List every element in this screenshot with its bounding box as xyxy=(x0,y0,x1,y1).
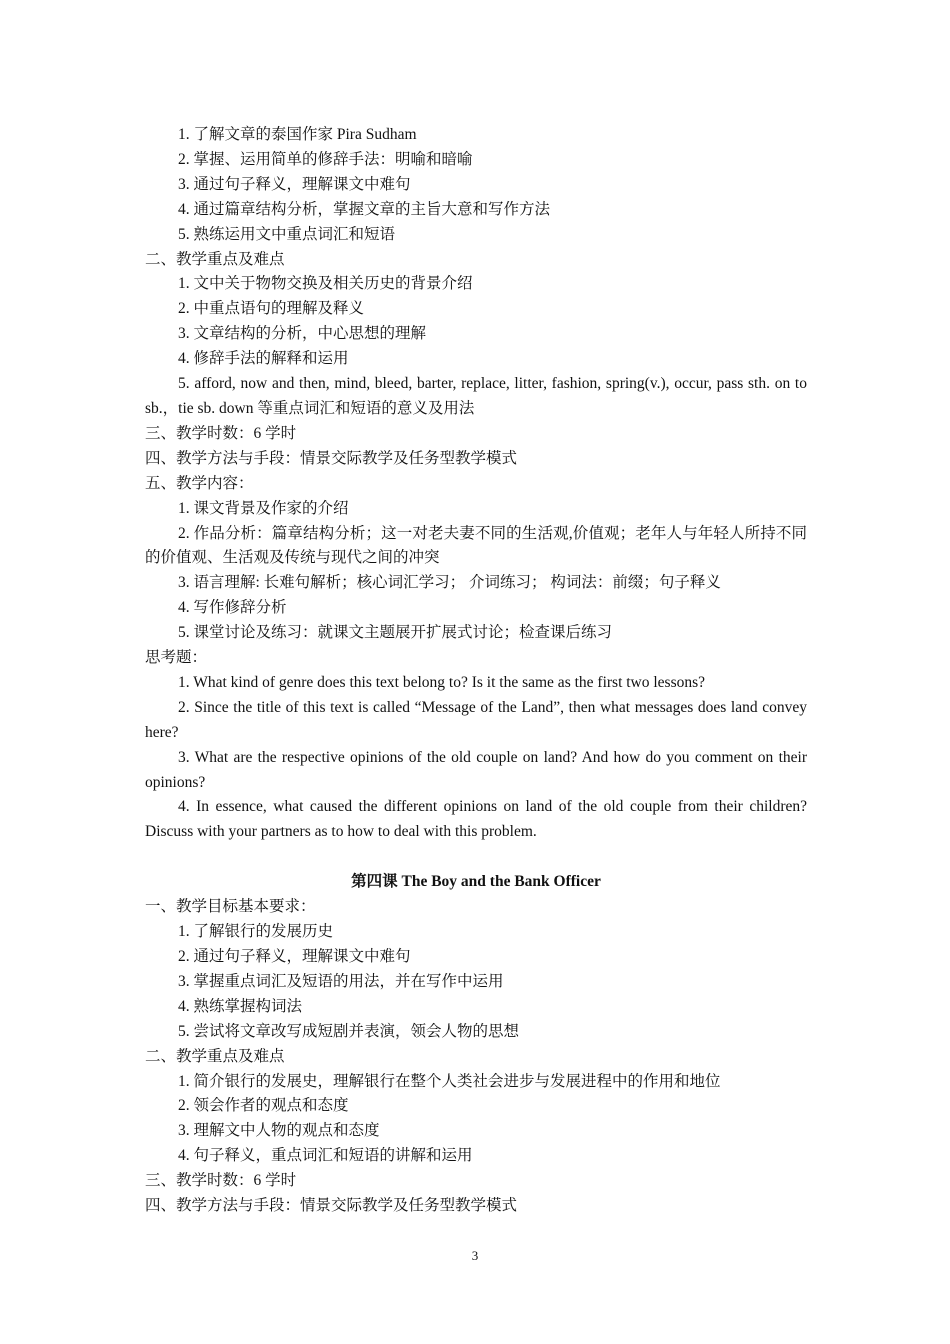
list-item: 4. 修辞手法的解释和运用 xyxy=(178,350,349,368)
lesson4-title: 第四课 The Boy and the Bank Officer xyxy=(351,873,601,891)
list-item: 5. 熟练运用文中重点词汇和短语 xyxy=(178,225,396,243)
list-item: 1. 了解银行的发展历史 xyxy=(178,923,334,941)
list-item: 4. 熟练掌握构词法 xyxy=(178,997,303,1015)
section-heading-methods: 四、教学方法与手段：情景交际教学及任务型教学模式 xyxy=(145,449,518,467)
section-heading-key-points: 二、教学重点及难点 xyxy=(145,250,285,268)
list-item: 3. What are the respective opinions of the old couple on land? And how do you comment on their opinions? xyxy=(145,748,807,791)
list-item: 3. 通过句子释义，理解课文中难句 xyxy=(178,175,411,193)
list-item: 2. 领会作者的观点和态度 xyxy=(178,1097,349,1115)
section-heading-content: 五、教学内容： xyxy=(145,474,254,492)
list-item: 4. In essence, what caused the different opinions on land of the old couple from their children? Discuss with your partners as to how to deal with this problem. xyxy=(145,798,807,841)
list-item: 2. 通过句子释义，理解课文中难句 xyxy=(178,948,411,965)
list-item: 1. 课文背景及作家的介绍 xyxy=(178,499,349,517)
section-heading-methods: 四、教学方法与手段：情景交际教学及任务型教学模式 xyxy=(145,1197,518,1215)
list-item: 1. What kind of genre does this text belong to? Is it the same as the first two lessons? xyxy=(178,673,706,691)
lesson3-content-list xyxy=(145,497,807,646)
section-heading-objectives: 一、教学目标基本要求： xyxy=(145,898,316,916)
section-heading-key-points: 二、教学重点及难点 xyxy=(145,1047,285,1065)
list-item: 5. afford, now and then, mind, bleed, barter, replace, litter, fashion, spring(v.), occur, pass sth. on to sb.，tie sb. down 等重点词汇和短语的意义及用法 xyxy=(145,375,807,417)
lesson3-objectives-list xyxy=(145,123,807,248)
list-item: 1. 简介银行的发展史，理解银行在整个人类社会进步与发展进程中的作用和地位 xyxy=(178,1072,721,1090)
lesson4-key-points-list xyxy=(145,1070,807,1170)
blank-line xyxy=(145,845,807,870)
section-heading-hours: 三、教学时数：6 学时 xyxy=(145,1172,297,1190)
list-item: 3. 文章结构的分析，中心思想的理解 xyxy=(178,325,427,343)
list-item: 5. 课堂讨论及练习：就课文主题展开扩展式讨论；检查课后练习 xyxy=(178,624,613,642)
list-item: 1. 文中关于物物交换及相关历史的背景介绍 xyxy=(178,275,473,293)
list-item: 2. 作品分析：篇章结构分析；这一对老夫妻不同的生活观,价值观；老年人与年轻人所持不同的价值观、生活观及传统与现代之间的冲突 xyxy=(145,524,807,567)
list-item: 4. 通过篇章结构分析，掌握文章的主旨大意和写作方法 xyxy=(178,200,551,218)
list-item: 3. 掌握重点词汇及短语的用法，并在写作中运用 xyxy=(178,972,504,990)
section-heading-questions: 思考题： xyxy=(145,649,208,667)
list-item: 2. Since the title of this text is called “Message of the Land”, then what messages does land convey here? xyxy=(145,698,807,741)
list-item: 3. 理解文中人物的观点和态度 xyxy=(178,1122,380,1140)
list-item: 4. 句子释义，重点词汇和短语的讲解和运用 xyxy=(178,1147,473,1165)
list-item: 2. 中重点语句的理解及释义 xyxy=(178,300,365,318)
lesson3-questions-list xyxy=(145,671,807,845)
list-item: 2. 掌握、运用简单的修辞手法：明喻和暗喻 xyxy=(178,150,473,168)
list-item: 1. 了解文章的泰国作家 Pira Sudham xyxy=(178,126,417,143)
list-item: 4. 写作修辞分析 xyxy=(178,599,287,617)
list-item: 3. 语言理解: 长难句解析；核心词汇学习； 介词练习； 构词法：前缀；句子释义 xyxy=(178,574,721,592)
section-heading-hours: 三、教学时数：6 学时 xyxy=(145,424,297,442)
page-body xyxy=(145,123,807,1219)
page-number: 3 xyxy=(471,1248,479,1263)
list-item: 5. 尝试将文章改写成短剧并表演，领会人物的思想 xyxy=(178,1022,520,1040)
lesson4-objectives-list xyxy=(145,920,807,1045)
lesson3-key-points-list xyxy=(145,272,807,421)
